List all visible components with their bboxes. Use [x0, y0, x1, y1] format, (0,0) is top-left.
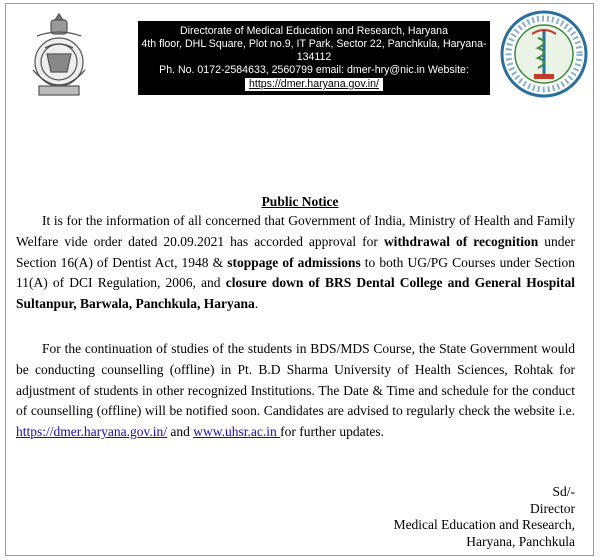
dmer-seal-logo: [498, 8, 590, 100]
dmer-website-link[interactable]: https://dmer.haryana.gov.in/: [16, 424, 167, 440]
p1-bold-withdrawal: withdrawal of recognition: [383, 233, 539, 249]
signature-designation: Director: [530, 500, 575, 516]
header-org-name: Directorate of Medical Education and Research, Haryana: [180, 25, 448, 37]
p1-text-e: to both UG/PG Courses under Section 11(A) of DCI Regulation, 2006, and: [16, 254, 575, 291]
notice-paragraph-1: [16, 211, 575, 315]
signature-block: [394, 484, 575, 550]
header-address: 4th floor, DHL Square, Plot no.9, IT Park, Sector 22, Panchkula, Haryana-: [141, 38, 487, 50]
haryana-govt-emblem-logo: [23, 10, 95, 102]
signature-location: Haryana, Panchkula: [466, 533, 575, 549]
p2-text-b: and: [166, 424, 194, 440]
p1-text-a: It is for the information of all concerned that Government of India, Ministry of Health and Family Welfare vide order dated 20.09.2021 has accorded approval for: [16, 213, 575, 249]
header-contact: Ph. No. 0172-2584633, 2560799 email: dmer-hry@nic.in Website:: [159, 64, 469, 76]
header-pincode: 134112: [296, 51, 332, 63]
signature-dept: Medical Education and Research,: [393, 517, 575, 532]
signature-sd: Sd/-: [552, 484, 575, 499]
p1-bold-closure: closure down of BRS Dental College and General Hospital Sultanpur, Barwala, Panchkula, Haryana: [16, 275, 576, 312]
notice-paragraph-2: [16, 339, 575, 443]
header-website-box: [245, 78, 383, 91]
uhsr-website-link[interactable]: www.uhsr.ac.in: [193, 424, 281, 440]
p1-text-c: under Section 16(A) of Dentist Act, 1948 &: [16, 233, 575, 270]
header-website-link[interactable]: https://dmer.haryana.gov.in/: [249, 78, 379, 90]
p1-text-g: .: [254, 296, 259, 312]
p2-text-a: For the continuation of studies of the students in BDS/MDS Course, the State Government would be conducting counselling (offline) in Pt. B.D Sharma University of Health Sciences, Rohtak for adjustment of students in other recognized Institutions. The Date & Time and schedule for the conduct of counselling (offline) will be notified soon. Candidates are advised to regularly check the website i.e.: [16, 341, 575, 419]
directorate-header: [138, 21, 490, 95]
p2-text-c: for further updates.: [280, 424, 384, 440]
p1-bold-stoppage: stoppage of admissions: [227, 254, 361, 270]
notice-title: Public Notice: [261, 194, 339, 209]
